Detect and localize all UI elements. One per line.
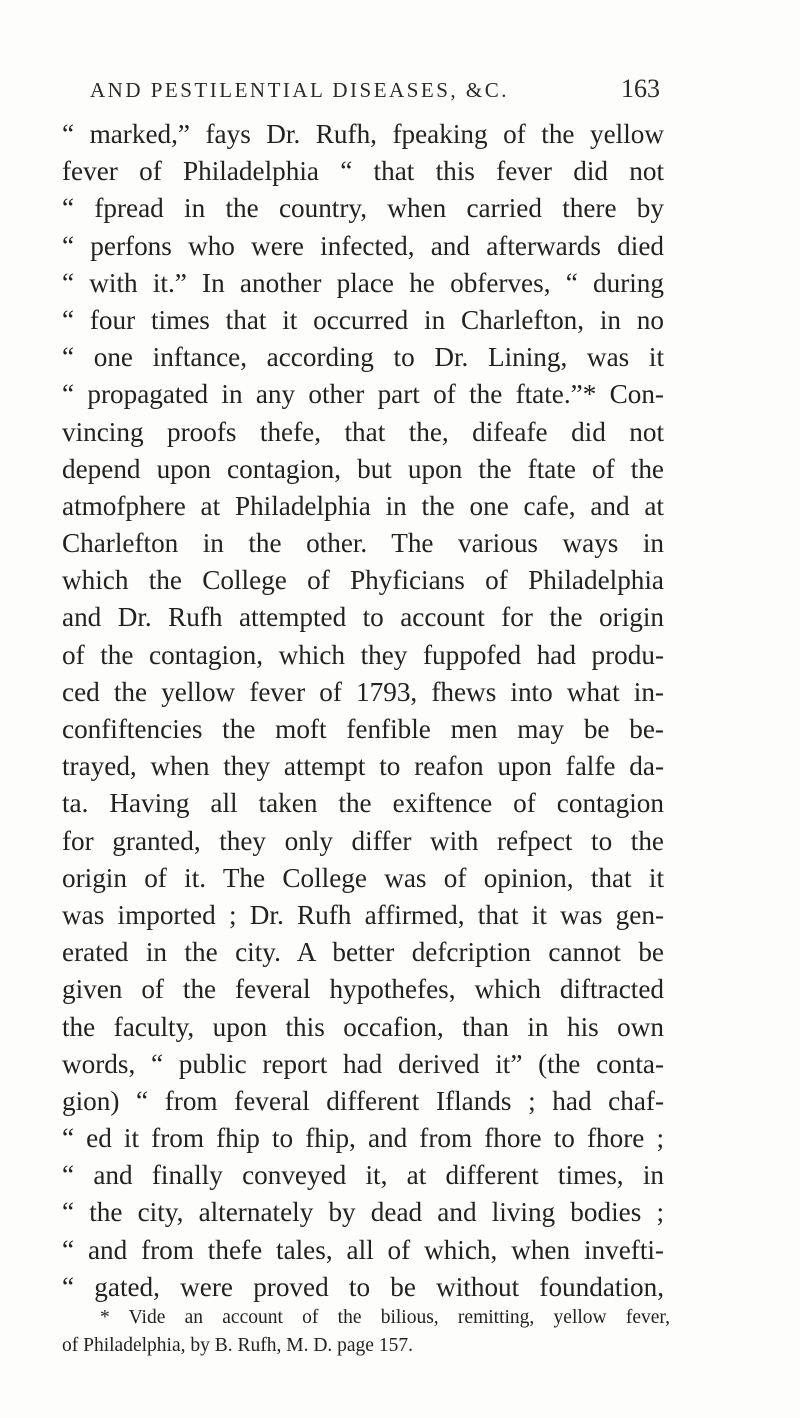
text-line: which the College of Phyficians of Philadelphia — [62, 565, 664, 596]
text-line: vincing proofs thefe, that the, difeafe did not — [62, 416, 664, 447]
text-line: “ four times that it occurred in Charlefton, in no — [62, 304, 664, 335]
text-line: gion) “ from feveral different Iflands ; had chaf- — [62, 1085, 664, 1116]
text-line: “ one inftance, according to Dr. Lining, was it — [62, 342, 664, 373]
text-line: and Dr. Rufh attempted to account for the origin — [62, 602, 664, 633]
text-line: ta. Having all taken the exiftence of contagion — [62, 788, 664, 819]
text-line: the faculty, upon this occafion, than in his own — [62, 1011, 664, 1042]
page-number: 163 — [621, 74, 660, 103]
text-line: “ and finally conveyed it, at different times, in — [62, 1160, 664, 1191]
text-line: “ the city, alternately by dead and living bodies ; — [62, 1197, 664, 1228]
text-line: “ and from thefe tales, all of which, when invefti- — [62, 1234, 664, 1265]
footnote — [62, 1304, 670, 1360]
text-line: “ propagated in any other part of the ftate.”* Con- — [62, 379, 664, 410]
text-line: “ with it.” In another place he obferves, “ during — [62, 267, 664, 298]
text-line: Charlefton in the other. The various ways in — [62, 528, 664, 559]
text-line: fever of Philadelphia “ that this fever did not — [62, 156, 664, 187]
text-line: “ perfons who were infected, and afterwards died — [62, 230, 664, 261]
text-line: trayed, when they attempt to reafon upon falfe da- — [62, 751, 664, 782]
text-line: “ marked,” fays Dr. Rufh, fpeaking of the yellow — [62, 119, 664, 149]
text-line: words, “ public report had derived it” (the conta- — [62, 1048, 664, 1079]
text-line: confiftencies the moft fenfible men may be be- — [62, 714, 664, 744]
text-line: for granted, they only differ with refpect to the — [62, 825, 664, 856]
text-line: given of the feveral hypothefes, which diftracted — [62, 974, 664, 1005]
text-line: of the contagion, which they fuppofed had produ- — [62, 639, 664, 670]
text-line: atmofphere at Philadelphia in the one cafe, and at — [62, 490, 664, 521]
text-line: origin of it. The College was of opinion, that it — [62, 862, 664, 893]
text-line: was imported ; Dr. Rufh affirmed, that it was gen- — [62, 899, 664, 930]
running-title: AND PESTILENTIAL DISEASES, &C. — [90, 78, 509, 102]
footnote-line: * Vide an account of the bilious, remitting, yellow fever, — [100, 1307, 670, 1328]
body-text — [62, 116, 664, 1306]
text-line: ced the yellow fever of 1793, fhews into what in- — [62, 676, 664, 707]
text-line: “ ed it from fhip to fhip, and from fhore to fhore ; — [62, 1123, 664, 1154]
text-line: “ fpread in the country, when carried there by — [62, 193, 664, 224]
text-line: erated in the city. A better defcription cannot be — [62, 937, 664, 968]
text-line: depend upon contagion, but upon the ftate of the — [62, 453, 664, 484]
footnote-line: of Philadelphia, by B. Rufh, M. D. page 157. — [62, 1335, 413, 1356]
running-head — [90, 74, 660, 104]
text-line: “ gated, were proved to be without foundation, — [62, 1271, 664, 1302]
